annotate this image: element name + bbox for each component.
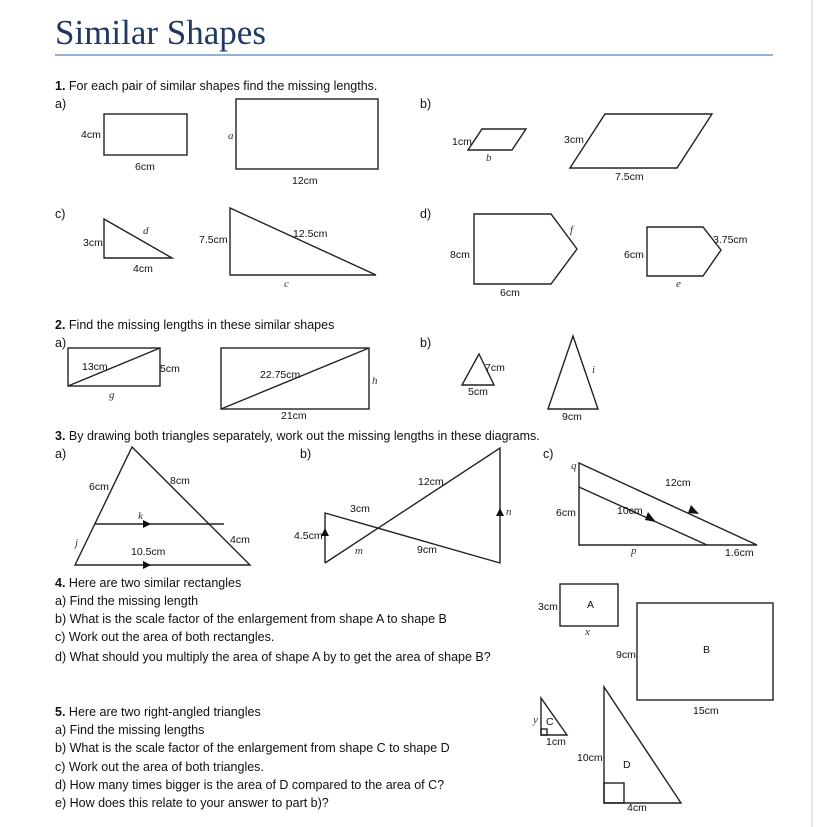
label: i [592,364,596,376]
label: 4cm [230,534,250,546]
q1a-label: a) [55,97,67,111]
q1b-small-parallelogram [468,129,526,150]
label: 7.5cm [615,171,644,183]
parallel-arrow-icon [143,561,151,569]
q1c-big-triangle [230,208,376,275]
label: 6cm [135,161,155,173]
triangle-d [604,687,681,803]
q3-text: By drawing both triangles separately, work out the missing lengths in these diagrams. [68,429,540,443]
label: 9cm [562,411,582,423]
label: k [138,510,143,522]
label: 6cm [89,481,109,493]
q2b-label: b) [420,336,432,350]
label: c [284,278,289,290]
page-title: Similar Shapes [55,13,266,52]
label: 10cm [617,505,643,517]
label: 4.5cm [294,530,323,542]
label: b [486,152,492,164]
label: x [585,626,590,638]
label: m [355,545,363,557]
q5-line: c) Work out the area of both triangles. [55,760,264,774]
q4-text: Here are two similar rectangles [68,576,242,590]
question-3 [55,429,757,569]
label: 8cm [170,475,190,487]
q1-text: For each pair of similar shapes find the missing lengths. [68,79,378,93]
label: 13cm [82,361,108,373]
label: e [676,278,681,290]
label: 6cm [556,507,576,519]
q1a-small-rectangle [104,114,187,155]
q4-line: c) Work out the area of both rectangles. [55,630,275,644]
q2-text: Find the missing lengths in these similar shapes [68,318,335,332]
label: 3cm [350,503,370,515]
label: q [571,460,577,472]
label: 12cm [665,477,691,489]
label: a [228,130,234,142]
question-5 [55,687,681,814]
svg-text:3. By drawing both triangles s [55,429,540,443]
q1-number: 1. [55,79,66,93]
label: 4cm [627,802,647,814]
label: 1.6cm [725,547,754,559]
q5-line: e) How does this relate to your answer to part b)? [55,796,329,810]
q5-line: d) How many times bigger is the area of D compared to the area of C? [55,778,445,792]
label: 12cm [418,476,444,488]
label: 1cm [452,136,472,148]
q5-number: 5. [55,705,66,719]
q3-number: 3. [55,429,66,443]
q3c-inner-line [579,487,707,545]
label: 6cm [624,249,644,261]
q4-line: b) What is the scale factor of the enlargement from shape A to shape B [55,612,447,626]
q5-line: b) What is the scale factor of the enlargement from shape C to shape D [55,741,450,755]
label: h [372,375,378,387]
label: 8cm [450,249,470,261]
label: 5cm [468,386,488,398]
label: 12.5cm [293,228,328,240]
label: d [143,225,149,237]
svg-text:5. Here are two right-angled t [55,705,261,719]
label: 3cm [538,601,558,613]
q5-line: a) Find the missing lengths [55,723,205,737]
q5-text: Here are two right-angled triangles [68,705,261,719]
label: 5cm [160,363,180,375]
q1d-small-pentagon [647,227,721,276]
q1c-small-triangle [104,219,172,258]
svg-text:1. For each pair of similar sh [55,79,377,93]
label: D [623,759,631,771]
parallel-arrow-icon [688,505,699,514]
label: 6cm [500,287,520,299]
svg-text:2. Find the missing lengths in [55,318,334,332]
label: 10cm [577,752,603,764]
svg-text:4. Here are two similar rectan [55,576,241,590]
label: 3.75cm [713,234,748,246]
parallel-arrow-icon [645,512,656,522]
label: 22.75cm [260,369,301,381]
q3c-outer-triangle [579,463,757,545]
label: f [570,224,574,236]
question-1 [55,79,748,299]
q4-line: a) Find the missing length [55,594,199,608]
label: 3cm [83,237,103,249]
parallel-arrow-icon [496,508,504,516]
label: n [506,506,512,518]
label: 9cm [616,649,636,661]
label: 4cm [133,263,153,275]
q3c-label: c) [543,447,554,461]
q2a-label: a) [55,336,67,350]
label: 4cm [81,129,101,141]
label: 12cm [292,175,318,187]
label: 1cm [546,736,566,748]
q1d-label: d) [420,207,432,221]
question-2 [55,318,598,423]
label: 21cm [281,410,307,422]
label: 9cm [417,544,437,556]
label: 10.5cm [131,546,166,558]
q1a-big-rectangle [236,99,378,169]
q1c-label: c) [55,207,66,221]
q3a-label: a) [55,447,67,461]
label: C [546,716,554,728]
q1d-big-pentagon [474,214,577,284]
q4-line: d) What should you multiply the area of shape A by to get the area of shape B? [55,650,491,664]
label: j [75,537,79,549]
label: 7.5cm [199,234,228,246]
question-4 [55,576,773,717]
q1b-label: b) [420,97,432,111]
label: 3cm [564,134,584,146]
parallel-arrow-icon [143,520,151,528]
label: 7cm [485,362,505,374]
label: A [587,599,595,611]
label: g [109,389,115,401]
q2-number: 2. [55,318,66,332]
q3b-label: b) [300,447,312,461]
right-angle-mark [541,729,547,735]
q2b-big-triangle [548,336,598,409]
q4-number: 4. [55,576,66,590]
right-angle-mark [604,783,624,803]
q1b-big-parallelogram [570,114,712,168]
label: y [533,714,538,726]
label: p [631,545,637,557]
label: 15cm [693,705,719,717]
label: B [703,644,711,656]
